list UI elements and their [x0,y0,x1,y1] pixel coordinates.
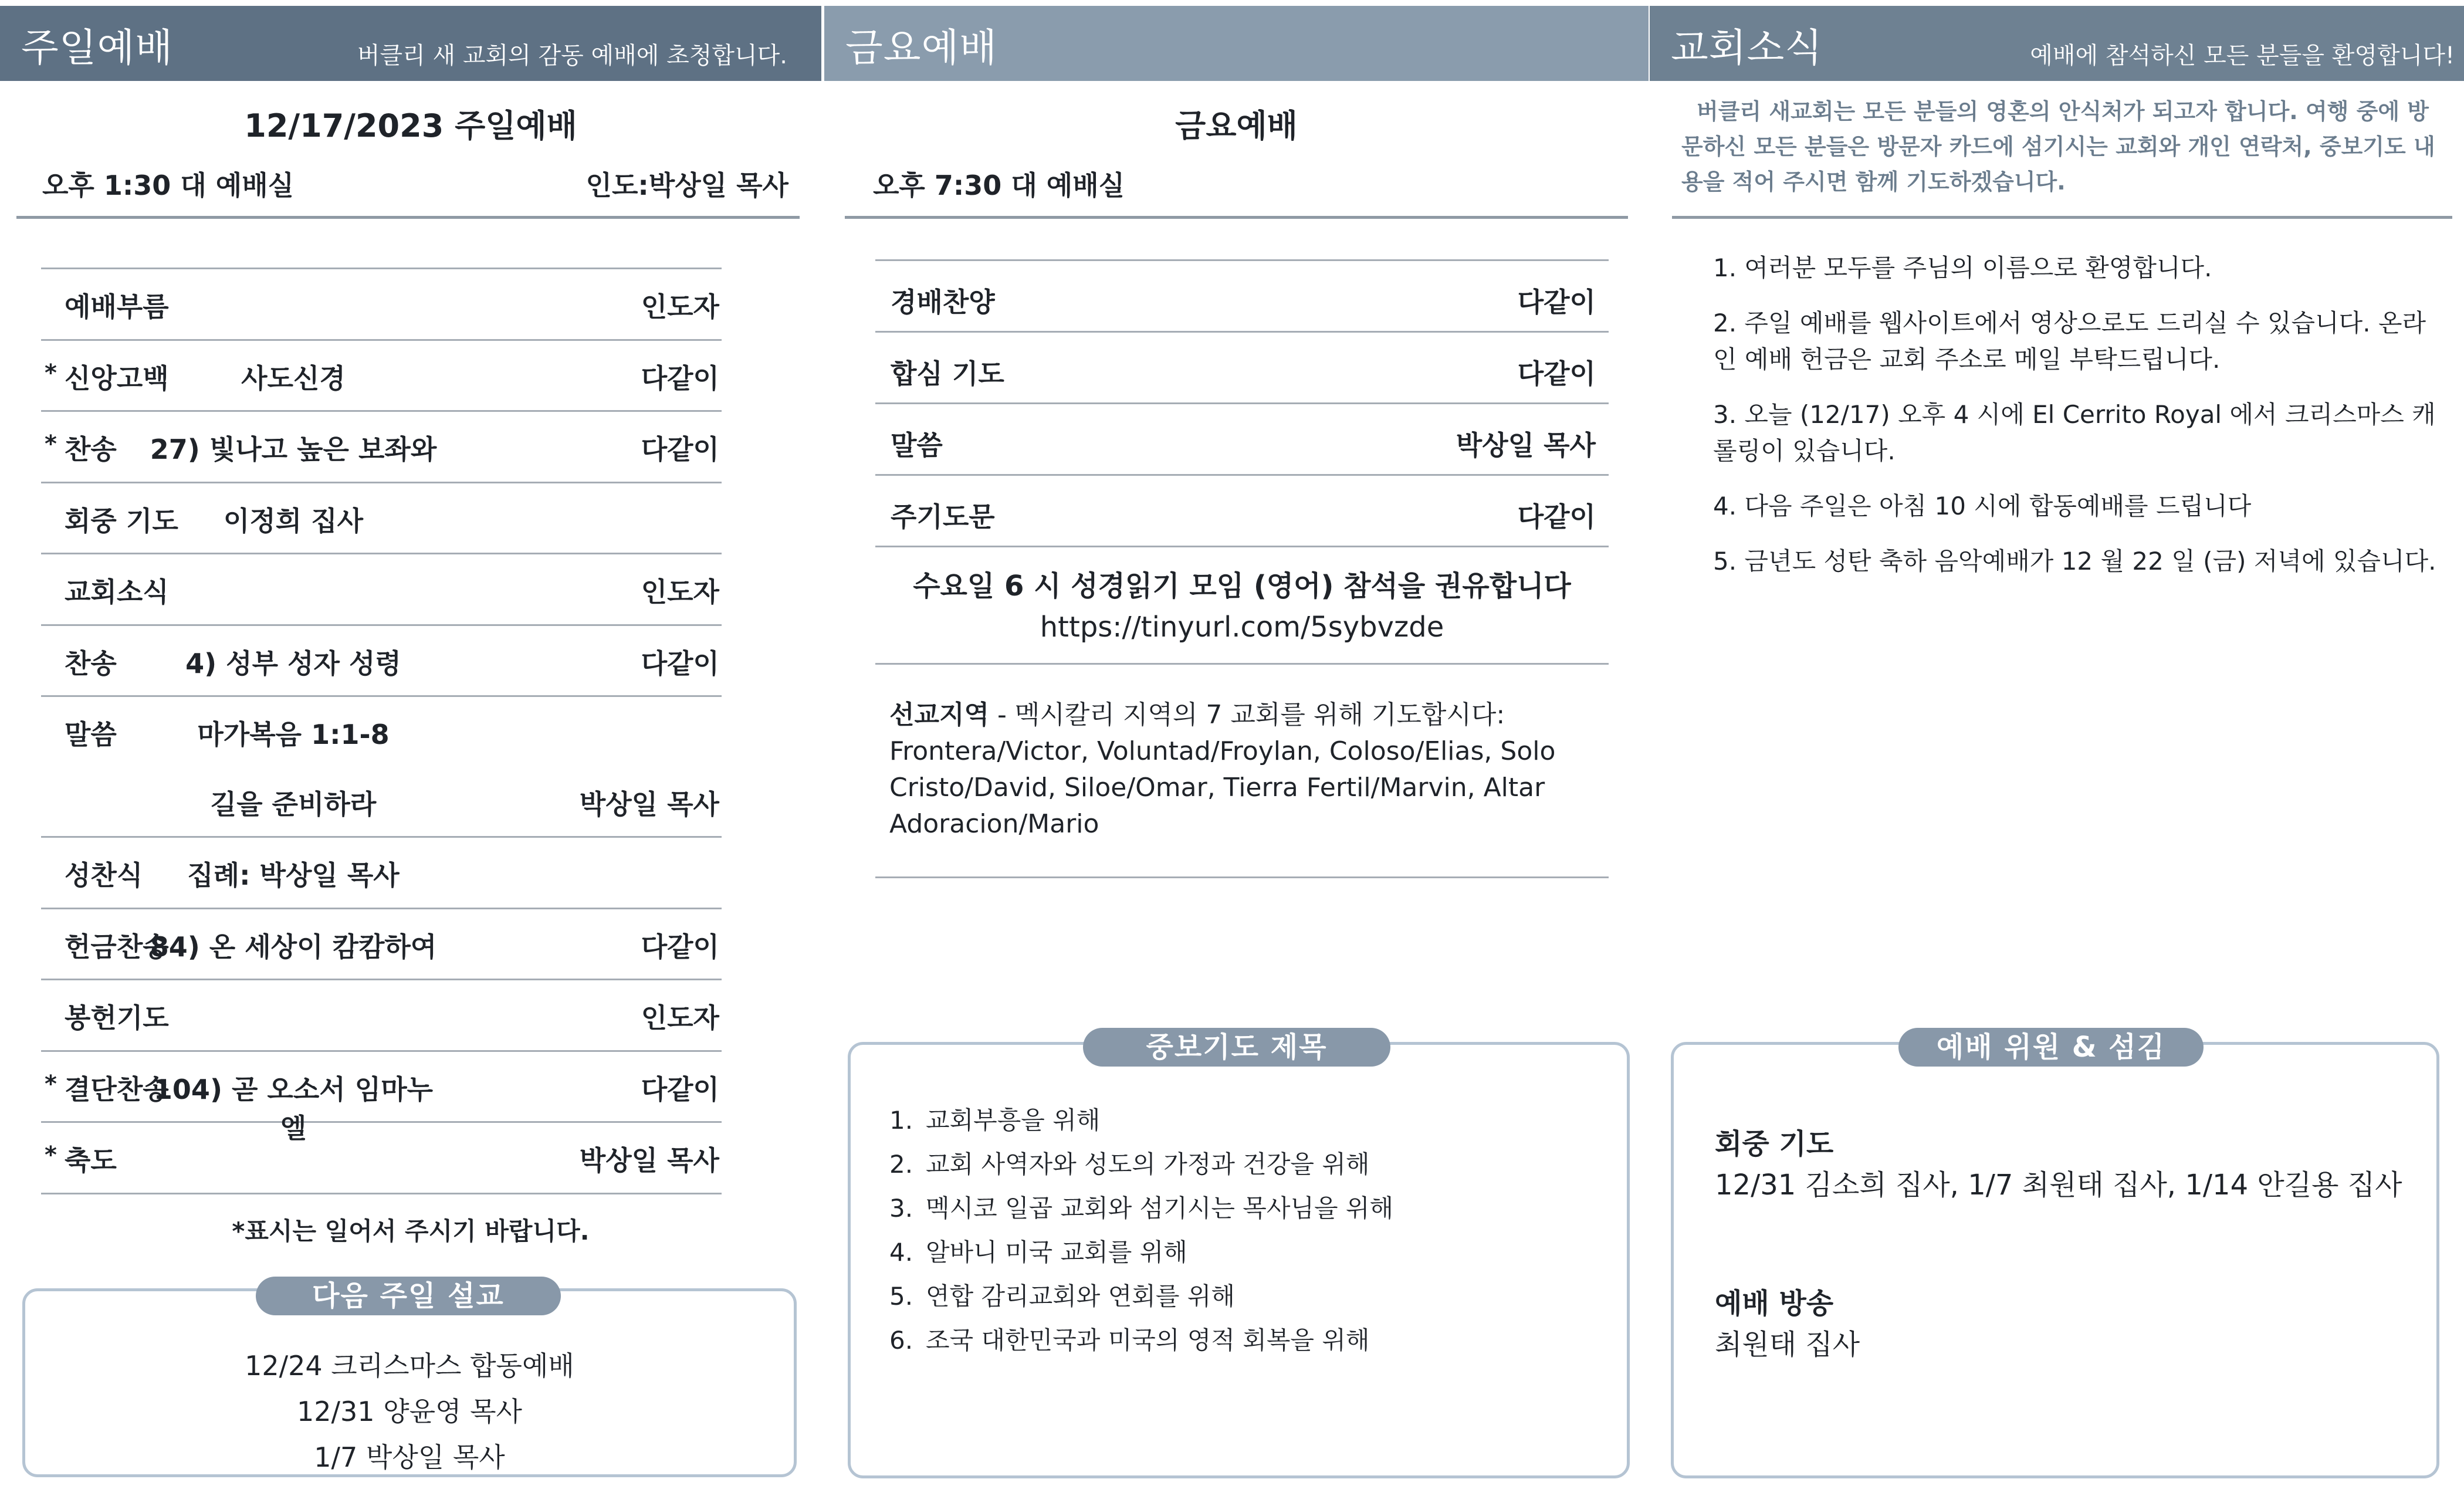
order-item: 교회소식 [65,576,169,608]
order-who: 다같이 [641,434,719,465]
bible-study-notice [875,563,1609,644]
prayer-item [889,1230,1393,1274]
prayer-item [889,1186,1393,1230]
order-item: 말씀 [891,429,943,461]
order-detail: 마가복음 1:1-8 [197,719,390,750]
friday-service-title: 금요예배 [1175,107,1298,144]
mission-label: 선교지역 [889,700,990,730]
sunday-divider [16,216,800,219]
prayer-num: 4. [889,1238,913,1267]
sunday-header-title: 주일예배 [21,25,174,70]
prayer-item [889,1098,1393,1142]
order-who: 인도자 [641,1002,719,1034]
sunday-service-title: 12/17/2023 주일예배 [244,107,577,144]
order-row [41,838,722,909]
order-item: 예배부름 [65,291,169,323]
prayer-text: 교회 사역자와 성도의 가정과 건강을 위해 [926,1150,1370,1179]
order-detail: 집례: 박상일 목사 [187,859,400,891]
prayer-item [889,1318,1393,1362]
order-item: 신앙고백 [65,362,169,394]
friday-divider-3 [875,876,1609,878]
next-sermon-item: 12/24 크리스마스 합동예배 [245,1350,574,1382]
bible-study-link[interactable]: https://tinyurl.com/5sybvzde [1040,611,1444,644]
sunday-header [0,6,821,81]
prayer-num: 2. [889,1150,913,1179]
sunday-leader: 인도:박상일 목사 [585,170,788,201]
sunday-header-subtitle: 버클리 새 교회의 감동 예배에 초청합니다. [357,42,787,69]
prayer-text: 연합 감리교회와 연회를 위해 [926,1282,1235,1311]
order-detail: 84) 온 세상이 캄캄하여 [150,930,437,963]
news-list [1713,250,2441,598]
order-row [875,404,1609,476]
order-who: 다같이 [641,362,719,394]
order-who: 인도자 [641,291,719,323]
roles-box [1671,1042,2439,1478]
news-item: 1. 여러분 모두를 주님의 이름으로 환영합니다. [1713,253,2212,282]
mission-section [889,697,1582,842]
order-who: 인도자 [641,576,719,608]
news-header-subtitle: 예배에 참석하신 모든 분들을 환영합니다! [2030,42,2455,69]
prayer-num: 1. [889,1106,913,1135]
friday-divider [845,216,1628,219]
next-sermon-item: 1/7 박상일 목사 [314,1441,505,1473]
order-item: 성찬식 [65,859,143,891]
roles-prayer-value: 12/31 김소희 집사, 1/7 최원태 집사, 1/14 안길용 집사 [1715,1169,2402,1201]
roles-title: 예배 위원 & 섬김 [1898,1028,2204,1067]
order-who: 박상일 목사 [579,788,719,820]
prayer-num: 3. [889,1194,913,1223]
order-who: 다같이 [641,647,719,679]
order-who: 다같이 [641,1073,719,1105]
friday-time-place: 오후 7:30 대 예배실 [873,170,1125,201]
prayer-title: 중보기도 제목 [1083,1028,1390,1067]
order-who: 다같이 [1517,358,1596,390]
order-who: 박상일 목사 [579,1145,719,1176]
mission-text: - 멕시칼리 지역의 7 교회를 위해 기도합시다: Frontera/Victor, Voluntad/Froylan, Coloso/Elias, Solo Cristo/David, Siloe/Omar, Tierra Fertil/Marvin, Altar Adoracion/Mario [889,700,1556,839]
news-divider [1672,216,2452,219]
sunday-order-of-service [41,268,722,1194]
order-detail: 사도신경 [241,362,346,394]
bible-study-text: 수요일 6 시 성경읽기 모임 (영어) 참석을 권유합니다 [913,570,1571,603]
order-mark: * [45,1142,57,1169]
prayer-text: 멕시코 일곱 교회와 섬기시는 목사님을 위해 [926,1194,1394,1223]
order-row [41,1052,722,1144]
order-item: 회중 기도 [65,505,178,537]
order-row [41,1123,722,1194]
order-row [875,261,1609,333]
next-sermon-list [25,1343,794,1480]
order-detail: 104) 곧 오소서 임마누엘 [153,1073,434,1144]
order-mark: * [45,431,57,458]
order-who: 박상일 목사 [1456,429,1596,461]
order-who: 다같이 [1517,501,1596,533]
order-who: 다같이 [1517,286,1596,318]
sunday-time-place: 오후 1:30 대 예배실 [42,170,295,201]
order-row [41,269,722,341]
news-header [1650,6,2464,81]
prayer-list [889,1098,1393,1362]
next-sermon-box [22,1288,797,1477]
order-item: 경배찬양 [891,286,995,318]
order-row [41,626,722,698]
order-row [41,767,722,838]
order-row [41,554,722,626]
prayer-item [889,1142,1393,1186]
order-row [41,412,722,483]
order-row [41,909,722,981]
order-item: 말씀 [65,719,117,750]
news-item: 3. 오늘 (12/17) 오후 4 시에 El Cerrito Royal 에서 크리스마스 캐롤링이 있습니다. [1713,400,2436,465]
friday-order-of-service [875,259,1609,547]
order-detail: 27) 빛나고 높은 보좌와 [150,434,437,465]
order-mark: * [45,1070,57,1098]
order-row [875,476,1609,547]
roles-broadcast-value: 최원태 집사 [1715,1328,1860,1361]
standing-note: *표시는 일어서 주시기 바랍니다. [232,1217,590,1245]
prayer-num: 5. [889,1282,913,1311]
order-item: 축도 [65,1145,117,1176]
roles-broadcast-label: 예배 방송 [1715,1287,1834,1320]
news-header-title: 교회소식 [1671,25,1823,70]
order-item: 찬송 [65,434,117,465]
order-item: 결단찬송 [65,1073,169,1105]
order-detail: 이정희 집사 [223,505,364,537]
sunday-panel [0,0,821,1496]
order-item: 봉헌기도 [65,1002,169,1034]
friday-header-title: 금요예배 [845,25,998,70]
order-item: 합심 기도 [891,358,1004,390]
order-row [41,483,722,555]
news-item: 2. 주일 예배를 웹사이트에서 영상으로도 드리실 수 있습니다. 온라인 예배 헌금은 교회 주소로 메일 부탁드립니다. [1713,309,2426,374]
order-mark: * [45,359,57,387]
friday-header [824,6,1649,81]
order-item: 찬송 [65,647,117,679]
next-sermon-title: 다음 주일 설교 [256,1277,561,1315]
roles-prayer-label: 회중 기도 [1715,1128,1834,1160]
order-row [875,333,1609,404]
prayer-text: 조국 대한민국과 미국의 영적 회복을 위해 [926,1326,1370,1355]
order-detail: 길을 준비하라 [210,788,377,820]
order-item: 헌금찬송 [65,930,169,963]
prayer-text: 알바니 미국 교회를 위해 [926,1238,1187,1267]
friday-divider-2 [875,663,1609,665]
news-item: 5. 금년도 성탄 축하 음악예배가 12 월 22 일 (금) 저녁에 있습니다. [1713,547,2436,576]
prayer-item [889,1274,1393,1318]
order-row [41,980,722,1052]
order-detail: 4) 성부 성자 성령 [185,647,401,679]
news-intro: 버클리 새교회는 모든 분들의 영혼의 안식처가 되고자 합니다. 여행 중에 방문하신 모든 분들은 방문자 카드에 섬기시는 교회와 개인 연락처, 중보기도 내용을 적어 주시면 함께 기도하겠습니다. [1681,99,2435,195]
next-sermon-item: 12/31 양윤영 목사 [297,1396,522,1427]
order-who: 다같이 [641,930,719,963]
order-item: 주기도문 [891,501,995,533]
order-row [41,697,722,767]
order-row [41,341,722,412]
prayer-text: 교회부흥을 위해 [926,1106,1101,1135]
prayer-num: 6. [889,1326,913,1355]
news-item: 4. 다음 주일은 아침 10 시에 합동예배를 드립니다 [1713,492,2252,520]
